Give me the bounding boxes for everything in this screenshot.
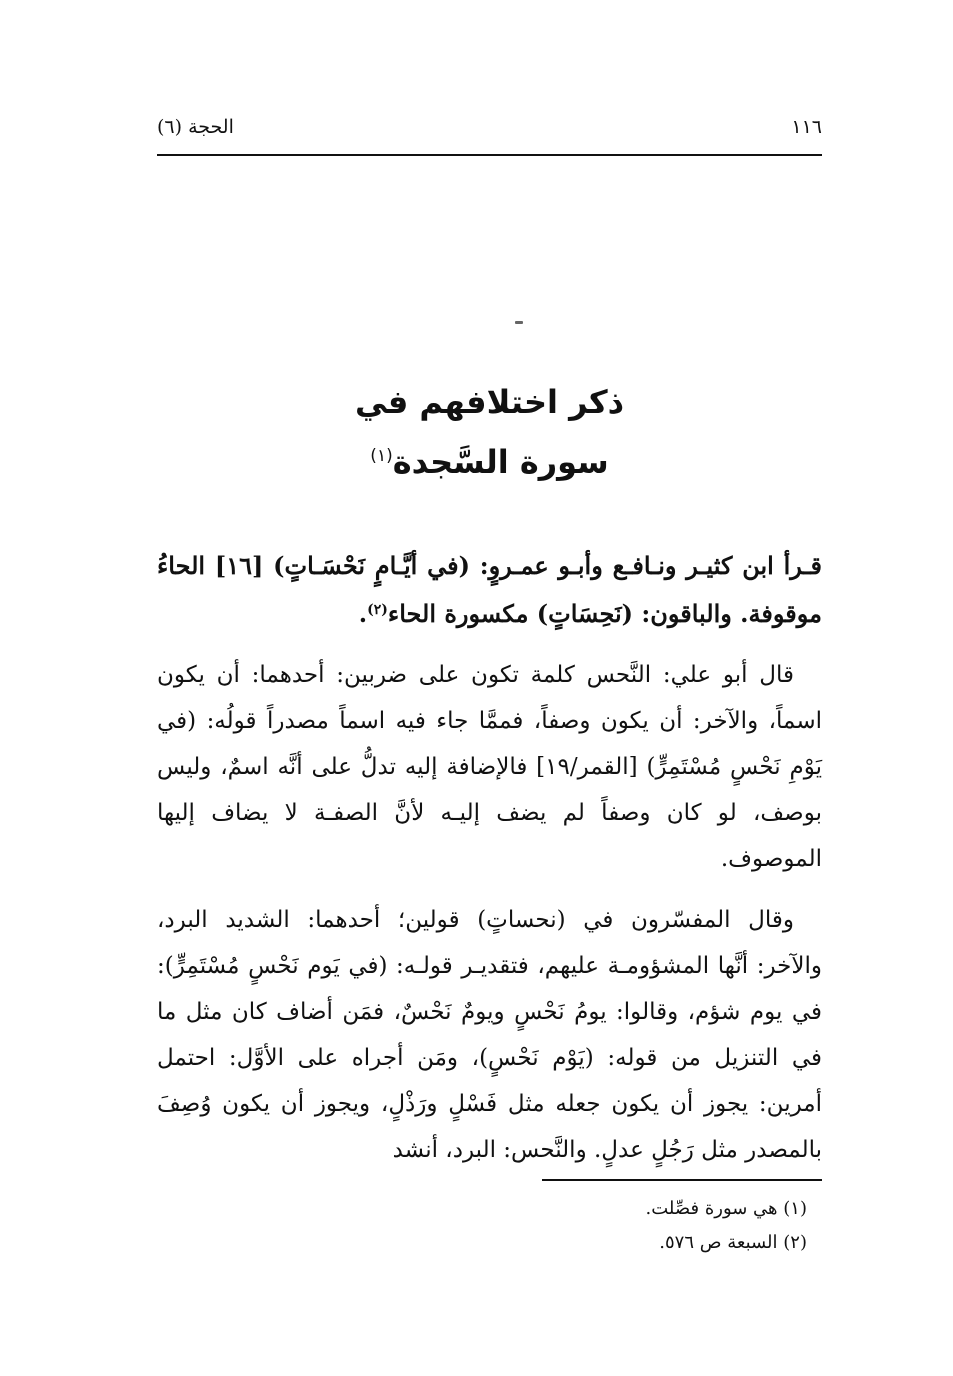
footnotes [157, 1192, 807, 1260]
chapter-title-text: سورة السَّجدة [392, 443, 609, 481]
footnote-2: (٢) السبعة ص ٥٧٦. [659, 1232, 807, 1253]
commentators-paragraph [157, 897, 822, 1173]
running-title: الحجة (٦) [157, 116, 234, 138]
reading-end: . [358, 599, 368, 628]
chapter-title-line-2 [157, 432, 822, 492]
abu-ali-paragraph [157, 652, 822, 882]
chapter-title-line-1: ذكر اختلافهم في [354, 383, 625, 421]
page-number: ١١٦ [791, 116, 822, 138]
header-rule [157, 154, 822, 156]
ink-speck [515, 321, 523, 324]
footnote-1: (١) هي سورة فصِّلت. [645, 1198, 807, 1219]
chapter-title [157, 372, 822, 492]
commentators-text: وقال المفسّرون في (نحساتٍ) قولين؛ أحدهما: الشديد البرد، والآخر: أنَّها المشؤومـة عليهم، فتقديـر قولـه: (في يَوم نَحْسٍ مُسْتَمِرٍّ): في يوم شؤم، وقالوا: يومُ نَحْسٍ ويومٌ نَحْسٌ، فمَن أضاف كان مثل ما في التنزيل من قوله: (يَوْم نَحْسٍ)، ومَن أجراه على الأوَّل: احتمل أمرين: يجوز أن يكون جعله مثل فَسْلٍ ورَذْلٍ، ويجوز أن يكون وُصِفَ بالمصدر مثل رَجُلٍ عدلٍ. والنَّحس: البرد، أنشد [157, 907, 822, 1163]
footnote-rule [542, 1179, 822, 1181]
footnote-ref-2: (٢) [367, 602, 388, 618]
running-header [157, 116, 822, 146]
footnote-ref-1: (١) [370, 446, 393, 466]
reading-paragraph [157, 542, 822, 638]
reading-text: قـرأ ابن كثيـر ونـافـع وأبـو عمـروٍ: (في أيَّـامٍ نَحْسَـاتٍ) [١٦] الحاءُ موقوفة. والباقون: (نَحِسَاتٍ) مكسورة الحاء [157, 551, 823, 628]
abu-ali-text: قال أبو علي: النَّحس كلمة تكون على ضربين: أحدهما: أن يكون اسماً، والآخر: أن يكون وصفاً، فممَّا جاء فيه اسماً مصدراً قولُه: (في يَوْمِ نَحْسٍ مُسْتَمِرٍّ) [القمر/١٩] فالإضافة إليه تدلُّ على أنَّه اسمٌ، وليس بوصف، لو كان وصفاً لم يضف إليـه لأنَّ الصفـة لا يضاف إليها الموصوف. [157, 662, 822, 872]
